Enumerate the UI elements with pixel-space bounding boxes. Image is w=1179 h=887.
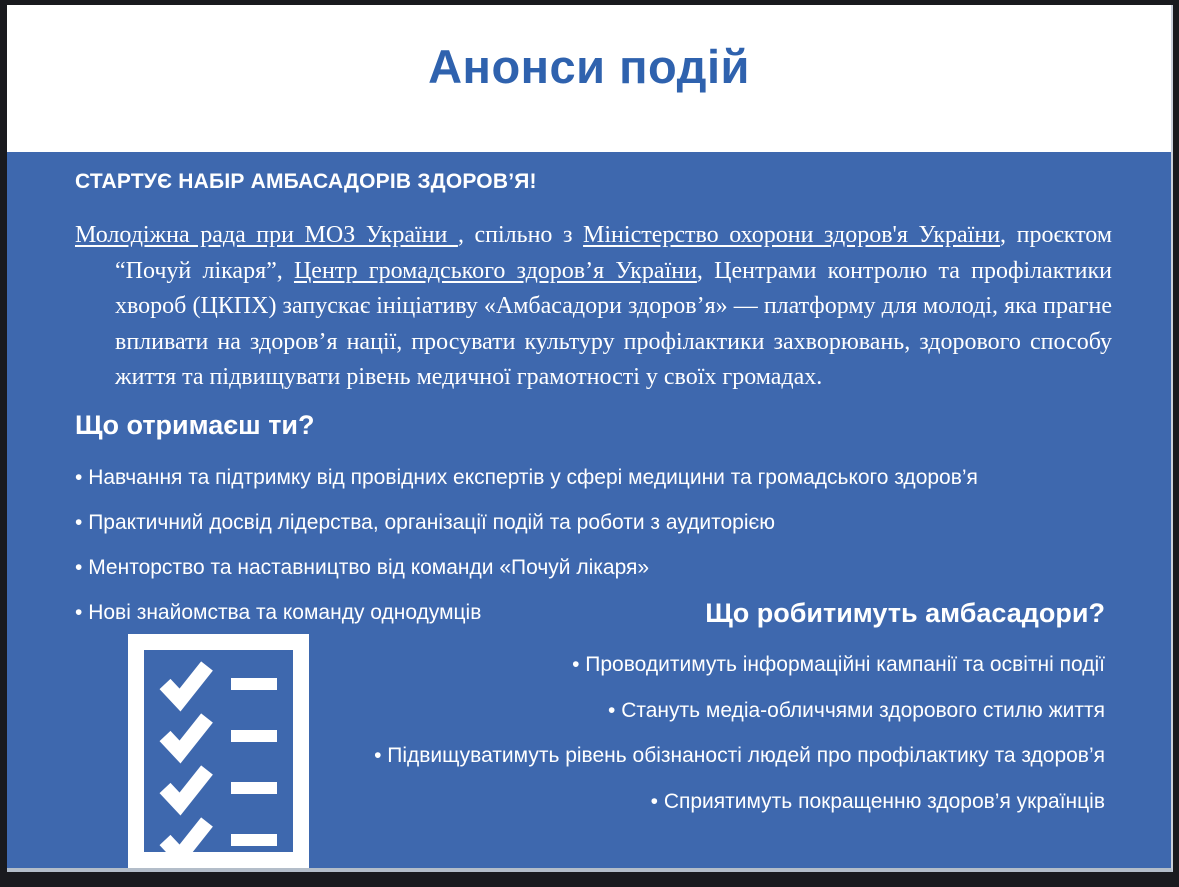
ambassadors-duties-heading: Що робитимуть амбасадори? (705, 598, 1105, 628)
link-public-health-center[interactable]: Центр громадського здоров’я України (293, 257, 697, 284)
link-ministry-of-health[interactable]: Міністерство охорони здоров'я України (583, 222, 1001, 248)
slide-header (7, 5, 1171, 152)
intro-paragraph (75, 218, 1112, 396)
presentation-slide (7, 5, 1173, 872)
intro-text-3: , Центрами контролю та профілактики хвороб (ЦКПХ) запускає ініціативу «Амбасадори здоров’я» — платформу для молоді, яка прагне впливати на здоров’я нації, просувати культуру профілактики захворювань, здорового способу життя та підвищувати рівень медичної грамотності у своїх громадах. (115, 257, 1112, 390)
list-item: • Менторство та наставництво від команди «Почуй лікаря» (75, 555, 978, 580)
page-title: Анонси подій (428, 40, 750, 93)
list-item: • Практичний досвід лідерства, організації подій та роботи з аудиторією (75, 510, 978, 535)
list-item: • Навчання та підтримку від провідних експертів у сфері медицини та громадського здоров’я (75, 465, 978, 490)
list-item: • Підвищуватимуть рівень обізнаності людей про профілактику та здоров’я (245, 743, 1105, 768)
list-item: • Стануть медіа-обличчями здорового стилю життя (245, 698, 1105, 723)
intro-text-2: , проєктом “Почуй лікаря”, (115, 222, 1112, 284)
list-item: • Проводитимуть інформаційні кампанії та освітні події (245, 652, 1105, 677)
what-you-get-heading: Що отримаєш ти? (75, 410, 315, 440)
list-item: • Сприятимуть покращенню здоров’я українців (245, 789, 1105, 814)
checklist-icon (127, 633, 310, 869)
intro-text-1: , спільно з (457, 222, 584, 248)
link-youth-council[interactable]: Молодіжна рада при МОЗ України (75, 222, 458, 248)
ambassadors-duties-list (245, 652, 1105, 834)
announcement-panel (7, 152, 1171, 868)
list-item: • Нові знайомства та команду однодумців (75, 600, 978, 625)
announcement-heading: СТАРТУЄ НАБІР АМБАСАДОРІВ ЗДОРОВ’Я! (75, 170, 537, 193)
